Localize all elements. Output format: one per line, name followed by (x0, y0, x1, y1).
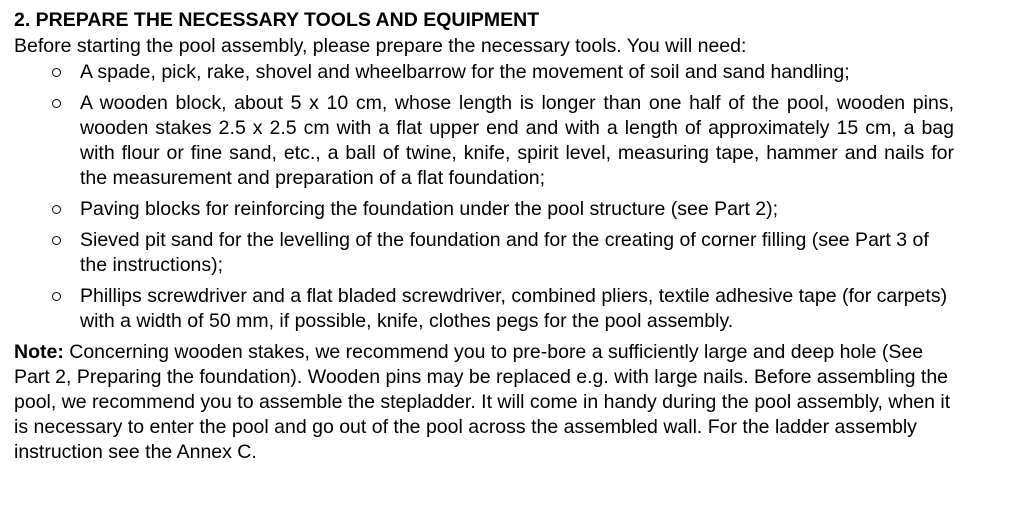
circle-bullet-icon (52, 68, 61, 77)
note-label: Note: (14, 341, 64, 363)
list-item (14, 197, 954, 222)
list-item (14, 284, 954, 334)
list-item (14, 228, 954, 278)
intro-paragraph: Before starting the pool assembly, please prepare the necessary tools. You will need: (14, 35, 747, 57)
circle-bullet-icon (52, 292, 61, 301)
note-paragraph (14, 340, 954, 465)
list-item-text: A spade, pick, rake, shovel and wheelbarrow for the movement of soil and sand handling; (80, 61, 850, 83)
list-item (14, 91, 954, 191)
section-heading: 2. PREPARE THE NECESSARY TOOLS AND EQUIPMENT (14, 9, 540, 31)
list-item-text: Phillips screwdriver and a flat bladed screwdriver, combined pliers, textile adhesive tape (for carpets) with a width of 50 mm, if possible, knife, clothes pegs for the pool assembly. (80, 285, 948, 332)
circle-bullet-icon (52, 236, 61, 245)
list-item (14, 60, 954, 85)
circle-bullet-icon (52, 99, 61, 108)
list-item-text: Sieved pit sand for the levelling of the foundation and for the creating of corner filling (see Part 3 of the instructions); (80, 229, 929, 276)
list-item-text: A wooden block, about 5 x 10 cm, whose length is longer than one half of the pool, wooden pins, wooden stakes 2.5 x 2.5 cm with a flat upper end and with a length of approximately 15 cm, a bag with flour or fine sand, etc., a ball of twine, knife, spirit level, measuring tape, hammer and nails for the measurement and preparation of a flat foundation; (80, 92, 954, 189)
note-text: Concerning wooden stakes, we recommend you to pre-bore a sufficiently large and deep hole (See Part 2, Preparing the foundation). Wooden pins may be replaced e.g. with large nails. Before assembling the pool, we recommend you to assemble the stepladder. It will come in handy during the pool assembly, when it is necessary to enter the pool and go out of the pool across the assembled wall. For the ladder assembly instruction see the Annex C. (14, 341, 951, 463)
tools-list (14, 60, 954, 334)
list-item-text: Paving blocks for reinforcing the foundation under the pool structure (see Part 2); (80, 198, 779, 220)
circle-bullet-icon (52, 205, 61, 214)
